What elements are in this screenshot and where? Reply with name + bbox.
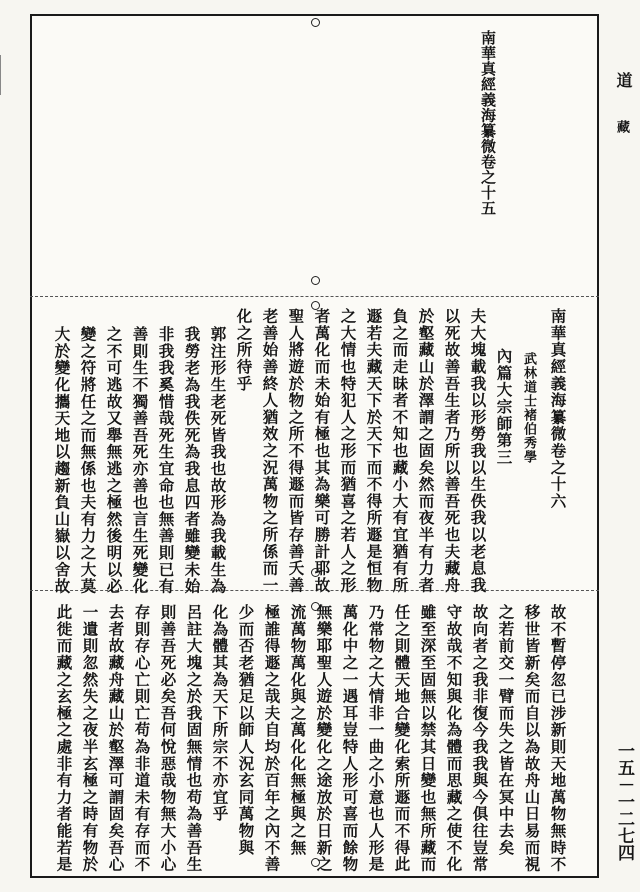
commentary-column: 化為體其為天下所宗不亦宜乎 (210, 604, 230, 823)
commentary-column: 此徙而藏之玄極之處非有力者能若是 (54, 604, 74, 873)
commentary-column: 我勞老為我佚死為我息四者雖變未始 (182, 326, 202, 595)
commentary-column: 之不可逃故又舉無逃之極然後明以必 (104, 326, 124, 595)
margin-label-top: 道 (614, 72, 633, 88)
margin-label-mid: 藏 (614, 120, 629, 133)
commentary-column: 則善吾死必矣吾何悅惡哉物無大小心 (158, 604, 178, 873)
text-column: 者萬化而未始有極也其為樂可勝計耶故 (312, 308, 332, 594)
text-column: 化之所待乎 (234, 308, 254, 392)
commentary-column: 少而否老猶足以師人況玄同萬物與 (236, 604, 256, 856)
commentary-column: 存則存心亡則亡苟為非道未有存而不 (132, 604, 152, 873)
text-column: 於壑藏山於澤謂之固矣然而夜半有力者 (416, 308, 436, 594)
text-column: 老善始善終人猶效之況萬物之所係而一 (260, 308, 280, 594)
commentary-column: 故向者之我非復今我我與今俱往豈常 (470, 604, 490, 873)
commentary-column: 萬化中之一遇耳豈特人形可喜而餘物 (340, 604, 360, 873)
commentary-column: 乃常物之大情非一曲之小意也人形是 (366, 604, 386, 873)
page-number: 一五－一二七四 (614, 742, 634, 861)
commentary-column: 郭注形生老死皆我也故形為我載生為 (208, 326, 228, 595)
gutter-mark (0, 55, 5, 95)
commentary-column: 流萬物萬化與之萬化化無極與之無 (288, 604, 308, 856)
commentary-column: 任之則體天地合變化索所遯而不得此 (392, 604, 412, 873)
commentary-column: 雖至深至固無以禁其日變也無所藏而 (418, 604, 438, 873)
text-column: 之大情也特犯人之形而猶喜之若人之形 (338, 308, 358, 594)
commentary-column: 善則生不獨善吾死亦善也言生死變化 (130, 326, 150, 595)
commentary-column: 無樂耶聖人遊於變化之途放於日新之 (314, 604, 334, 873)
commentary-column: 呂註大塊之於我固無情也苟為善吾生 (184, 604, 204, 873)
binding-hole (311, 18, 320, 27)
binding-hole (311, 276, 320, 285)
text-column: 以死故善吾生者乃所以善吾死也夫藏舟 (442, 308, 462, 594)
commentary-column: 變之符將任之而無係也夫有力之大莫 (78, 326, 98, 595)
text-column: 夫大塊載我以形勞我以生佚我以老息我 (468, 308, 488, 594)
commentary-column: 之若前交一臂而失之皆在冥中去矣 (496, 604, 516, 856)
commentary-column: 大於變化攜天地以趨新負山嶽以舍故 (52, 326, 72, 595)
text-column: 遯若夫藏天下於天下而不得所遯是恒物 (364, 308, 384, 594)
commentary-column: 守故哉不知與化為體而思藏之使不化 (444, 604, 464, 873)
commentary-column: 非我我奚惜哉死生宜命也無善則已有 (156, 326, 176, 595)
panel2-title: 南華真經義海纂微卷之十六 (548, 308, 568, 510)
text-column: 聖人將遊於物之所不得遯而皆存善夭善 (286, 308, 306, 594)
panel1-title: 南華真經義海纂微卷之十五 (479, 30, 497, 216)
commentary-column: 移世皆新矣而自以為故舟山日易而視 (522, 604, 542, 873)
commentary-column: 故不暫停忽已涉新則天地萬物無時不 (548, 604, 568, 873)
commentary-column: 去者故藏舟藏山於壑澤可謂固矣吾心 (106, 604, 126, 873)
commentary-column: 極誰得遯之哉夫自均於百年之內不善 (262, 604, 282, 873)
panel2-chapter-heading: 內篇大宗師第三 (494, 348, 514, 466)
text-column: 負之而走昧者不知也藏小大有宜猶有所 (390, 308, 410, 594)
panel-divider-top (30, 296, 599, 297)
commentary-column: 一遺則忽然失之夜半玄極之時有物於 (80, 604, 100, 873)
panel2-author: 武林道士褚伯秀學 (521, 352, 536, 464)
